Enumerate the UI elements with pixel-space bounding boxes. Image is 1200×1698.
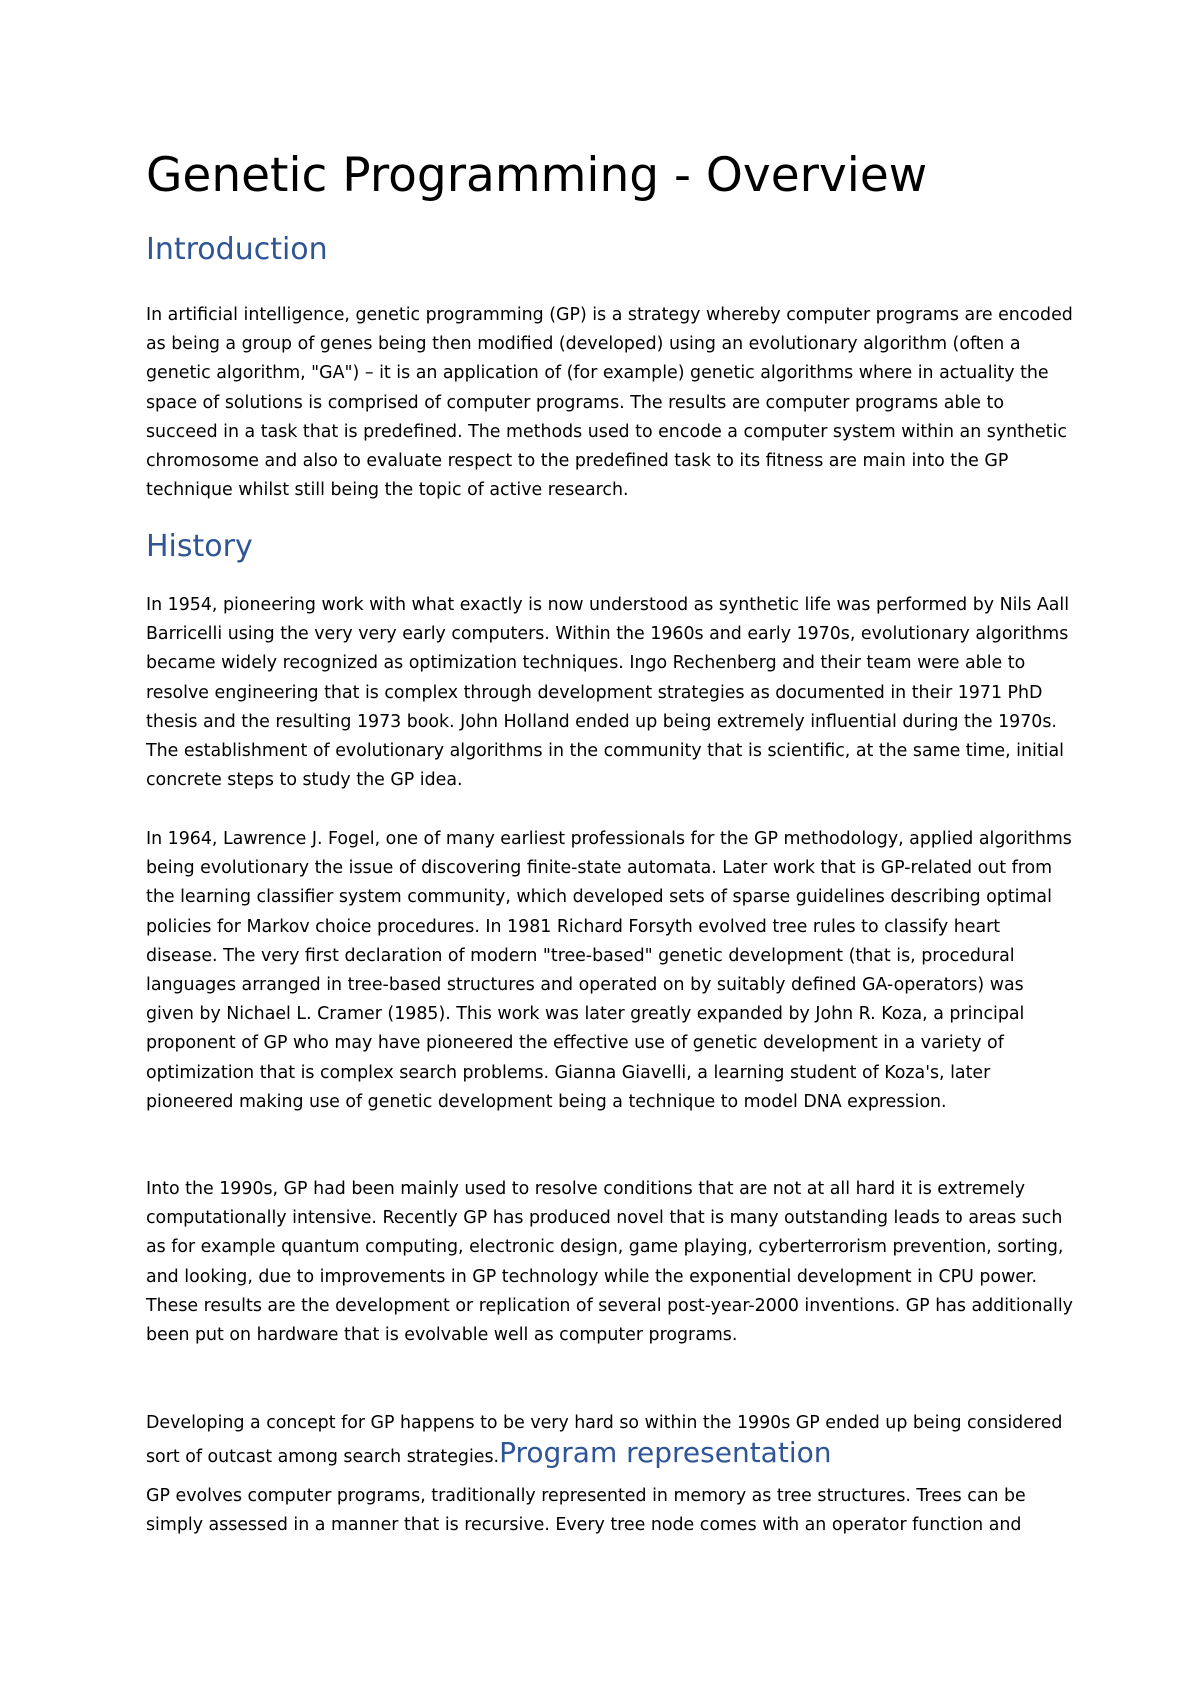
paragraph-history-2: In 1964, Lawrence J. Fogel, one of many earliest professionals for the GP methodology, applied algorithms being evolutionary the issue of discovering finite-state automata. Later work that is GP-related out from the learning classifier system community, which developed sets of sparse guidelines describing optimal policies for Markov choice procedures. In 1981 Richard Forsyth evolved tree rules to classify heart disease. The very first declaration of modern "tree-based" genetic development (that is, procedural languages arranged in tree-based structures and operated on by suitably defined GA-operators) was given by Nichael L. Cramer (1985). This work was later greatly expanded by John R. Koza, a principal proponent of GP who may have pioneered the effective use of genetic development in a variety of optimization that is complex search problems. Gianna Giavelli, a learning student of Koza's, later pioneered making use of genetic development being a technique to model DNA expression. [146, 829, 1072, 1112]
paragraph-history-1: In 1954, pioneering work with what exactly is now understood as synthetic life was performed by Nils Aall Barricelli using the very very early computers. Within the 1960s and early 1970s, evolutionary algorithms became widely recognized as optimization techniques. Ingo Rechenberg and their team were able to resolve engineering that is complex through development strategies as documented in their 1971 PhD thesis and the resulting 1973 book. John Holland ended up being extremely influential during the 1970s. The establishment of evolutionary algorithms in the community that is scientific, at the same time, initial concrete steps to study the GP idea. [146, 595, 1070, 791]
paragraph-program-representation: GP evolves computer programs, traditionally represented in memory as tree structures. Trees can be simply assessed in a manner that is recursive. Every tree node comes with an operator function and [146, 1486, 1026, 1536]
heading-history: History [146, 529, 253, 564]
heading-program-representation: Program representation [499, 1436, 832, 1470]
paragraph-introduction: In artificial intelligence, genetic programming (GP) is a strategy whereby computer programs are encoded as being a group of genes being then modified (developed) using an evolutionary algorithm (often a genetic algorithm, "GA") – it is an application of (for example) genetic algorithms where in actuality the space of solutions is comprised of computer programs. The results are computer programs able to succeed in a task that is predefined. The methods used to encode a computer system within an synthetic chromosome and also to evaluate respect to the predefined task to its fitness are main into the GP technique whilst still being the topic of active research. [146, 305, 1073, 501]
paragraph-history-4-text: Developing a concept for GP happens to be very hard so within the 1990s GP ended up being considered sort of outcast among search strategies. [146, 1413, 1063, 1468]
paragraph-history-3: Into the 1990s, GP had been mainly used to resolve conditions that are not at all hard it is extremely computationally intensive. Recently GP has produced novel that is many outstanding leads to areas such as for example quantum computing, electronic design, game playing, cyberterrorism prevention, sorting, and looking, due to improvements in GP technology while the exponential development in CPU power. These results are the development or replication of several post-year-2000 inventions. GP has additionally been put on hardware that is evolvable well as computer programs. [146, 1179, 1073, 1346]
document-title: Genetic Programming - Overview [146, 148, 928, 203]
paragraph-history-4 [146, 1409, 1076, 1472]
heading-introduction: Introduction [146, 232, 328, 267]
